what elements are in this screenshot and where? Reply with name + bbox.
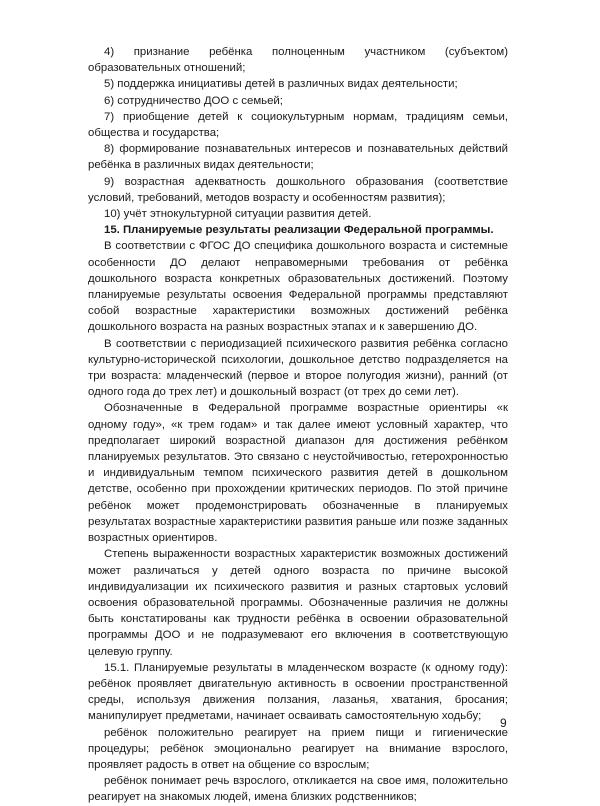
list-item-4: 4) признание ребёнка полноценным участником (субъектом) образовательных отношений; [88, 46, 508, 75]
body-paragraph: ребёнок понимает речь взрослого, откликается на свое имя, положительно реагирует на знакомых людей, имена близких родственников; [88, 775, 508, 804]
list-item-10: 10) учёт этнокультурной ситуации развития детей. [104, 208, 372, 221]
list-item-8: 8) формирование познавательных интересов и познавательных действий ребёнка в различных видах деятельности; [88, 143, 508, 172]
body-paragraph: 15.1. Планируемые результаты в младенческом возрасте (к одному году): ребёнок проявляет двигательную активность в освоении пространственной среды, используя движения ползания, лазанья, хватания, бросания; манипулирует предметами, начинает осваивать самостоятельную ходьбу; [88, 661, 508, 723]
list-item-7: 7) приобщение детей к социокультурным нормам, традициям семьи, общества и государства; [88, 110, 508, 140]
body-paragraph: В соответствии с периодизацией психического развития ребёнка согласно культурно-исторической психологии, дошкольное детство подразделяется на три возраста: младенческий (первое и второе полугодия жизни), ранний (от одного года до трех лет) и дошкольный возраст (от трех до семи лет). [88, 337, 508, 399]
list-item-5: 5) поддержка инициативы детей в различных видах деятельности; [104, 78, 458, 91]
list-item-6: 6) сотрудничество ДОО с семьей; [104, 94, 283, 107]
body-paragraph: Степень выраженности возрастных характеристик возможных достижений может различаться у детей одного возраста по причине высокой индивидуализации их психического развития и разных стартовых условий освоения образовательной программы. Обозначенные различия не должны быть констатированы как трудности ребёнка в освоении образовательной программы ДОО и не подразумевают его включения в соответствующую целевую группу. [88, 548, 508, 658]
body-paragraph: В соответствии с ФГОС ДО специфика дошкольного возраста и системные особенности ДО делают неправомерными требования от ребёнка дошкольного возраста конкретных образовательных достижений. Поэтому планируемые результаты освоения Федеральной программы представляют собой возрастные характеристики возможных достижений ребёнка дошкольного возраста на разных возрастных этапах и к завершению ДО. [88, 240, 508, 334]
list-item-9: 9) возрастная адекватность дошкольного образования (соответствие условий, требований, методов возрасту и особенностям развития); [88, 175, 508, 204]
body-paragraph: ребёнок положительно реагирует на прием пищи и гигиенические процедуры; ребёнок эмоционально реагирует на внимание взрослого, проявляет радость в ответ на общение со взрослым; [88, 726, 508, 771]
body-paragraph: Обозначенные в Федеральной программе возрастные ориентиры «к одному году», «к трем годам» и так далее имеют условный характер, что предполагает широкий возрастной диапазон для достижения ребёнком планируемых результатов. Это связано с неустойчивостью, гетерохронностью и индивидуальным темпом психического развития детей в дошкольном детстве, особенно при прохождении критических периодов. По этой причине ребёнок может продемонстрировать обозначенные в планируемых результатах возрастные характеристики развития раньше или позже заданных возрастных ориентиров. [88, 402, 508, 545]
page-number: 9 [500, 716, 507, 730]
section-heading: 15. Планируемые результаты реализации Федеральной программы. [104, 224, 494, 237]
document-page [88, 44, 508, 806]
